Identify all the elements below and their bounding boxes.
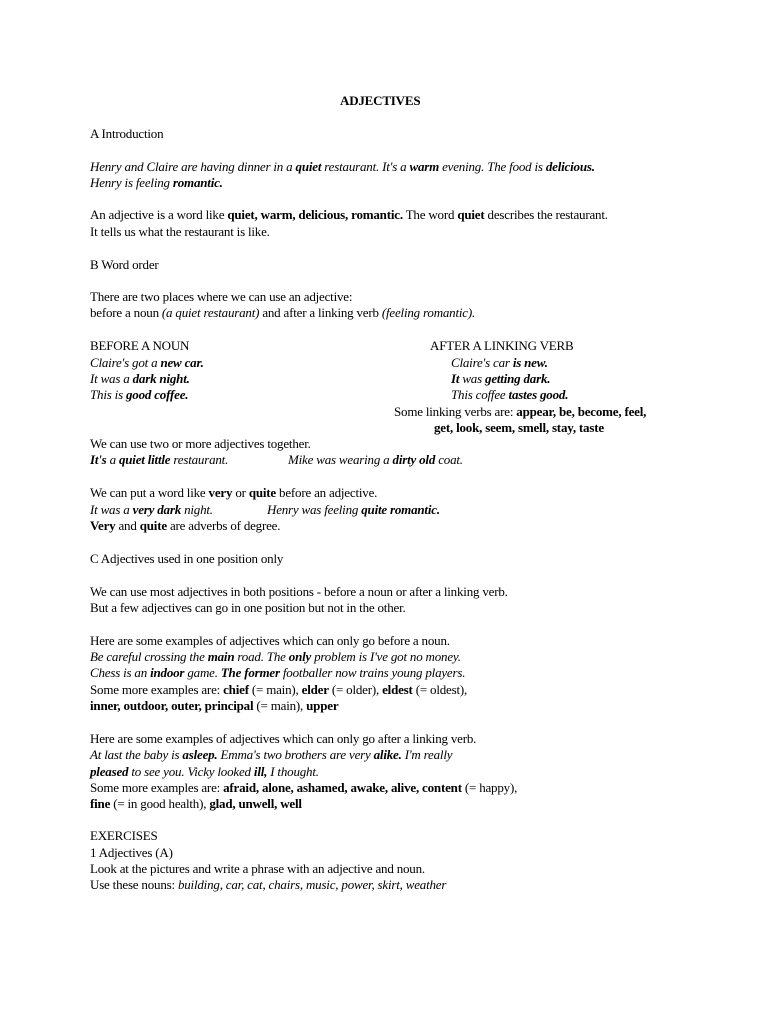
exercises-heading: EXERCISES — [90, 828, 158, 843]
before-noun-example-2: It was a dark night. — [90, 371, 190, 386]
exercise-1-instructions: Look at the pictures and write a phrase with an adjective and noun. — [90, 861, 425, 876]
after-only-more-2: fine (= in good health), glad, unwell, well — [90, 796, 302, 811]
exercise-1-title: 1 Adjectives (A) — [90, 845, 173, 860]
before-only-more-1: Some more examples are: chief (= main), elder (= older), eldest (= oldest), — [90, 682, 468, 697]
after-verb-example-3: This coffee tastes good. — [451, 387, 569, 402]
before-only-example-1: Be careful crossing the main road. The only problem is I've got no money. — [90, 649, 461, 664]
positions-line-2: But a few adjectives can go in one position but not in the other. — [90, 600, 406, 615]
before-noun-example-1: Claire's got a new car. — [90, 355, 204, 370]
after-linking-verb-heading: AFTER A LINKING VERB — [430, 338, 574, 353]
word-order-intro-2: before a noun (a quiet restaurant) and after a linking verb (feeling romantic). — [90, 305, 476, 320]
exercise-1-nouns: Use these nouns: building, car, cat, chairs, music, power, skirt, weather — [90, 877, 447, 892]
before-only-more-2: inner, outdoor, outer, principal (= main), upper — [90, 698, 339, 713]
after-verb-example-1: Claire's car is new. — [451, 355, 548, 370]
very-quite-example-a: It was a very dark night. — [90, 502, 213, 517]
before-noun-example-3: This is good coffee. — [90, 387, 189, 402]
after-only-example-1: At last the baby is asleep. Emma's two brothers are very alike. I'm really — [90, 747, 453, 762]
two-adjectives-example-b: Mike was wearing a dirty old coat. — [288, 452, 463, 467]
before-noun-heading: BEFORE A NOUN — [90, 338, 190, 353]
after-verb-example-2: It was getting dark. — [451, 371, 551, 386]
positions-line-1: We can use most adjectives in both positions - before a noun or after a linking verb. — [90, 584, 508, 599]
very-quite-line-1: We can put a word like very or quite before an adjective. — [90, 485, 378, 500]
after-only-more-1: Some more examples are: afraid, alone, ashamed, awake, alive, content (= happy), — [90, 780, 518, 795]
very-quite-line-3: Very and quite are adverbs of degree. — [90, 518, 281, 533]
linking-verbs-line-1: Some linking verbs are: appear, be, become, feel, — [394, 404, 647, 419]
page-title: ADJECTIVES — [340, 93, 421, 108]
story-line-2: Henry is feeling romantic. — [90, 175, 223, 190]
section-a-heading: A Introduction — [90, 126, 164, 141]
before-only-line-1: Here are some examples of adjectives which can only go before a noun. — [90, 633, 450, 648]
before-only-example-2: Chess is an indoor game. The former footballer now trains young players. — [90, 665, 466, 680]
section-c-heading: C Adjectives used in one position only — [90, 551, 284, 566]
after-only-example-2: pleased to see you. Vicky looked ill, I thought. — [90, 764, 319, 779]
definition-line-2: It tells us what the restaurant is like. — [90, 224, 270, 239]
after-only-line-1: Here are some examples of adjectives which can only go after a linking verb. — [90, 731, 477, 746]
two-adjectives-example-a: It's a quiet little restaurant. — [90, 452, 229, 467]
definition-line-1: An adjective is a word like quiet, warm, delicious, romantic. The word quiet describes the restaurant. — [90, 207, 608, 222]
word-order-intro-1: There are two places where we can use an adjective: — [90, 289, 353, 304]
linking-verbs-line-2: get, look, seem, smell, stay, taste — [434, 420, 604, 435]
story-line-1: Henry and Claire are having dinner in a quiet restaurant. It's a warm evening. The food is delicious. — [90, 159, 595, 174]
section-b-heading: B Word order — [90, 257, 159, 272]
very-quite-example-b: Henry was feeling quite romantic. — [267, 502, 440, 517]
two-adjectives-line-1: We can use two or more adjectives together. — [90, 436, 311, 451]
